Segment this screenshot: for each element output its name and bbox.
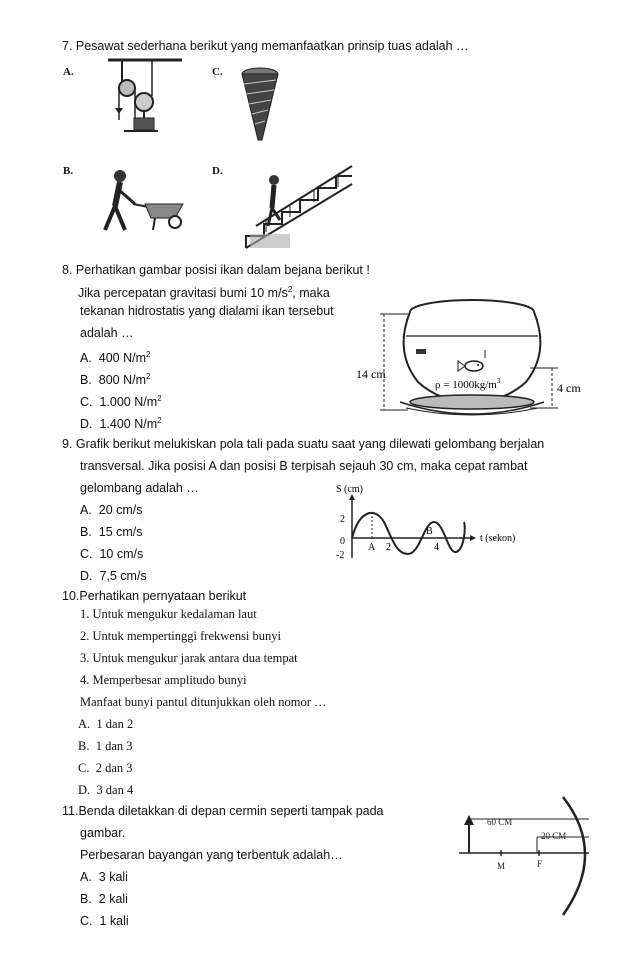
question-8-line3: adalah … xyxy=(80,326,134,340)
q8-option-c[interactable]: C. 1.000 $N/m^2$ xyxy=(80,394,162,410)
question-7-text: 7. Pesawat sederhana berikut yang memanfaatkan prinsip tuas adalah … xyxy=(62,39,469,53)
option-c-label: C. xyxy=(212,66,223,78)
question-8-text: 8. Perhatikan gambar posisi ikan dalam bejana berikut ! xyxy=(62,263,370,277)
stairs-figure xyxy=(236,162,356,252)
y-tick-neg2: -2 xyxy=(336,550,345,561)
option-d-label: D. xyxy=(212,165,223,177)
y-axis-label: S (cm) xyxy=(336,484,363,495)
q8-option-b[interactable]: B. 800 $N/m^2$ xyxy=(80,372,151,388)
q10-option-d[interactable]: D. 3 dan 4 xyxy=(78,783,134,797)
question-8-line1: Jika percepatan gravitasi bumi 10 $m/s^2$, maka xyxy=(78,285,330,301)
q11-option-a[interactable]: A. 3 kali xyxy=(80,870,128,884)
x-tick-2: 2 xyxy=(386,542,391,553)
question-9-text: 9. Grafik berikut melukiskan pola tali pada suatu saat yang dilewati gelombang berjalan xyxy=(62,437,545,451)
y-tick-0: 0 xyxy=(340,536,345,547)
q10-statement-1: 1. Untuk mengukur kedalaman laut xyxy=(80,607,257,621)
q9-option-b[interactable]: B. 15 cm/s xyxy=(80,525,143,539)
q11-option-c[interactable]: C. 1 kali xyxy=(80,914,129,928)
x-tick-4: 4 xyxy=(434,542,439,553)
q9-option-d[interactable]: D. 7,5 cm/s xyxy=(80,569,147,583)
point-f-label: F xyxy=(537,859,543,869)
q9-option-a[interactable]: A. 20 cm/s xyxy=(80,503,143,517)
depth-4-label: 4 cm xyxy=(557,381,581,395)
distance-60-label: 60 CM xyxy=(487,817,513,827)
density-label: $\rho = 1000kg/m^3$ xyxy=(435,377,501,391)
mirror-figure xyxy=(455,795,605,920)
screw-figure xyxy=(238,66,288,146)
fishbowl-figure xyxy=(350,296,590,420)
wave-graph xyxy=(330,482,530,568)
question-10-text: 10.Perhatikan pernyataan berikut xyxy=(62,589,247,603)
point-m-label: M xyxy=(497,861,506,871)
option-a-label: A. xyxy=(63,66,74,78)
distance-20-label: 20 CM xyxy=(541,831,567,841)
q10-statement-3: 3. Untuk mengukur jarak antara dua tempat xyxy=(80,651,298,665)
q8-option-d[interactable]: D. 1.400 $N/m^2$ xyxy=(80,416,162,432)
q9-option-c[interactable]: C. 10 cm/s xyxy=(80,547,144,561)
q10-option-c[interactable]: C. 2 dan 3 xyxy=(78,761,133,775)
point-a-label: A xyxy=(368,542,376,553)
q10-option-b[interactable]: B. 1 dan 3 xyxy=(78,739,133,753)
x-axis-label: t (sekon) xyxy=(480,533,516,544)
question-11-line3: Perbesaran bayangan yang terbentuk adalah… xyxy=(80,848,343,862)
question-11-text: 11.Benda diletakkan di depan cermin seperti tampak pada xyxy=(62,804,384,818)
wheelbarrow-figure xyxy=(95,168,195,238)
pulley-figure xyxy=(100,58,190,138)
q10-prompt: Manfaat bunyi pantul ditunjukkan oleh nomor … xyxy=(80,695,327,709)
q10-option-a[interactable]: A. 1 dan 2 xyxy=(78,717,134,731)
question-9-line3: gelombang adalah … xyxy=(80,481,199,495)
question-9-line2: transversal. Jika posisi A dan posisi B terpisah sejauh 30 cm, maka cepat rambat xyxy=(80,459,528,473)
point-b-label: B xyxy=(426,526,433,537)
depth-14-label: 14 cm xyxy=(356,367,386,381)
question-8-line2: tekanan hidrostatis yang dialami ikan tersebut xyxy=(80,304,334,318)
q10-statement-4: 4. Memperbesar amplitudo bunyi xyxy=(80,673,247,687)
q10-statement-2: 2. Untuk mempertinggi frekwensi bunyi xyxy=(80,629,282,643)
q8-option-a[interactable]: A. 400 $N/m^2$ xyxy=(80,350,151,366)
y-tick-2: 2 xyxy=(340,514,345,525)
option-b-label: B. xyxy=(63,165,74,177)
question-11-line2: gambar. xyxy=(80,826,126,840)
q11-option-b[interactable]: B. 2 kali xyxy=(80,892,128,906)
